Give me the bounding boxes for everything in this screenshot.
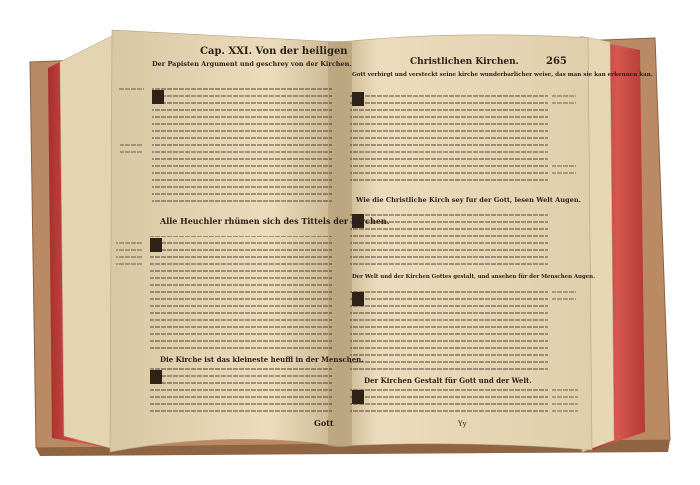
right-margin-note-2 bbox=[552, 160, 576, 174]
left-text-block-1 bbox=[152, 88, 332, 206]
right-running-title: Christlichen Kirchen. bbox=[410, 57, 519, 67]
left-margin-note-3 bbox=[116, 240, 142, 270]
right-heading-1: Gott verbirgt und versteckt seine kirche wunderbarlicher weise, das man sie kan erkennen kan. bbox=[352, 72, 653, 78]
left-text-block-3 bbox=[150, 368, 332, 414]
right-drop-initial-4 bbox=[352, 390, 364, 404]
right-heading-4: Der Kirchen Gestalt für Gott und der Welt. bbox=[364, 376, 532, 385]
left-page-header: Cap. XXI. Von der heiligen bbox=[200, 46, 348, 57]
right-text-block-3 bbox=[350, 290, 548, 370]
right-heading-2: Wie die Christliche Kirch sey fur der Gott, lesen Welt Augen. bbox=[356, 196, 581, 204]
right-text-block-4 bbox=[350, 388, 548, 416]
right-margin-note-3 bbox=[552, 290, 576, 304]
left-margin-note-1 bbox=[118, 84, 144, 92]
right-drop-initial-3 bbox=[352, 292, 364, 306]
left-catchword: Gott bbox=[314, 418, 334, 428]
right-page-number: 265 bbox=[546, 56, 567, 67]
right-text-block-1 bbox=[350, 90, 548, 186]
left-drop-initial-3 bbox=[150, 370, 162, 384]
left-heading-2: Die Kirche ist das kleineste heuffl in der Menschen. bbox=[160, 355, 364, 364]
left-page-subheader: Der Papisten Argument und geschrey von der Kirchen. bbox=[152, 60, 352, 68]
left-heading-1: Alle Heuchler rhümen sich des Tittels der Kirchen. bbox=[160, 216, 390, 226]
right-drop-initial-1 bbox=[352, 92, 364, 106]
right-margin-note-1 bbox=[552, 92, 576, 106]
left-drop-initial-2 bbox=[150, 238, 162, 252]
left-text-block-2 bbox=[150, 236, 332, 352]
right-signature: Yy bbox=[458, 420, 467, 428]
left-drop-initial-1 bbox=[152, 90, 164, 104]
left-margin-note-2 bbox=[120, 140, 142, 154]
right-margin-note-4 bbox=[552, 384, 578, 412]
right-heading-3: Der Welt und der Kirchen Gottes gestalt, und ansehen für der Menschen Augen. bbox=[352, 274, 595, 280]
